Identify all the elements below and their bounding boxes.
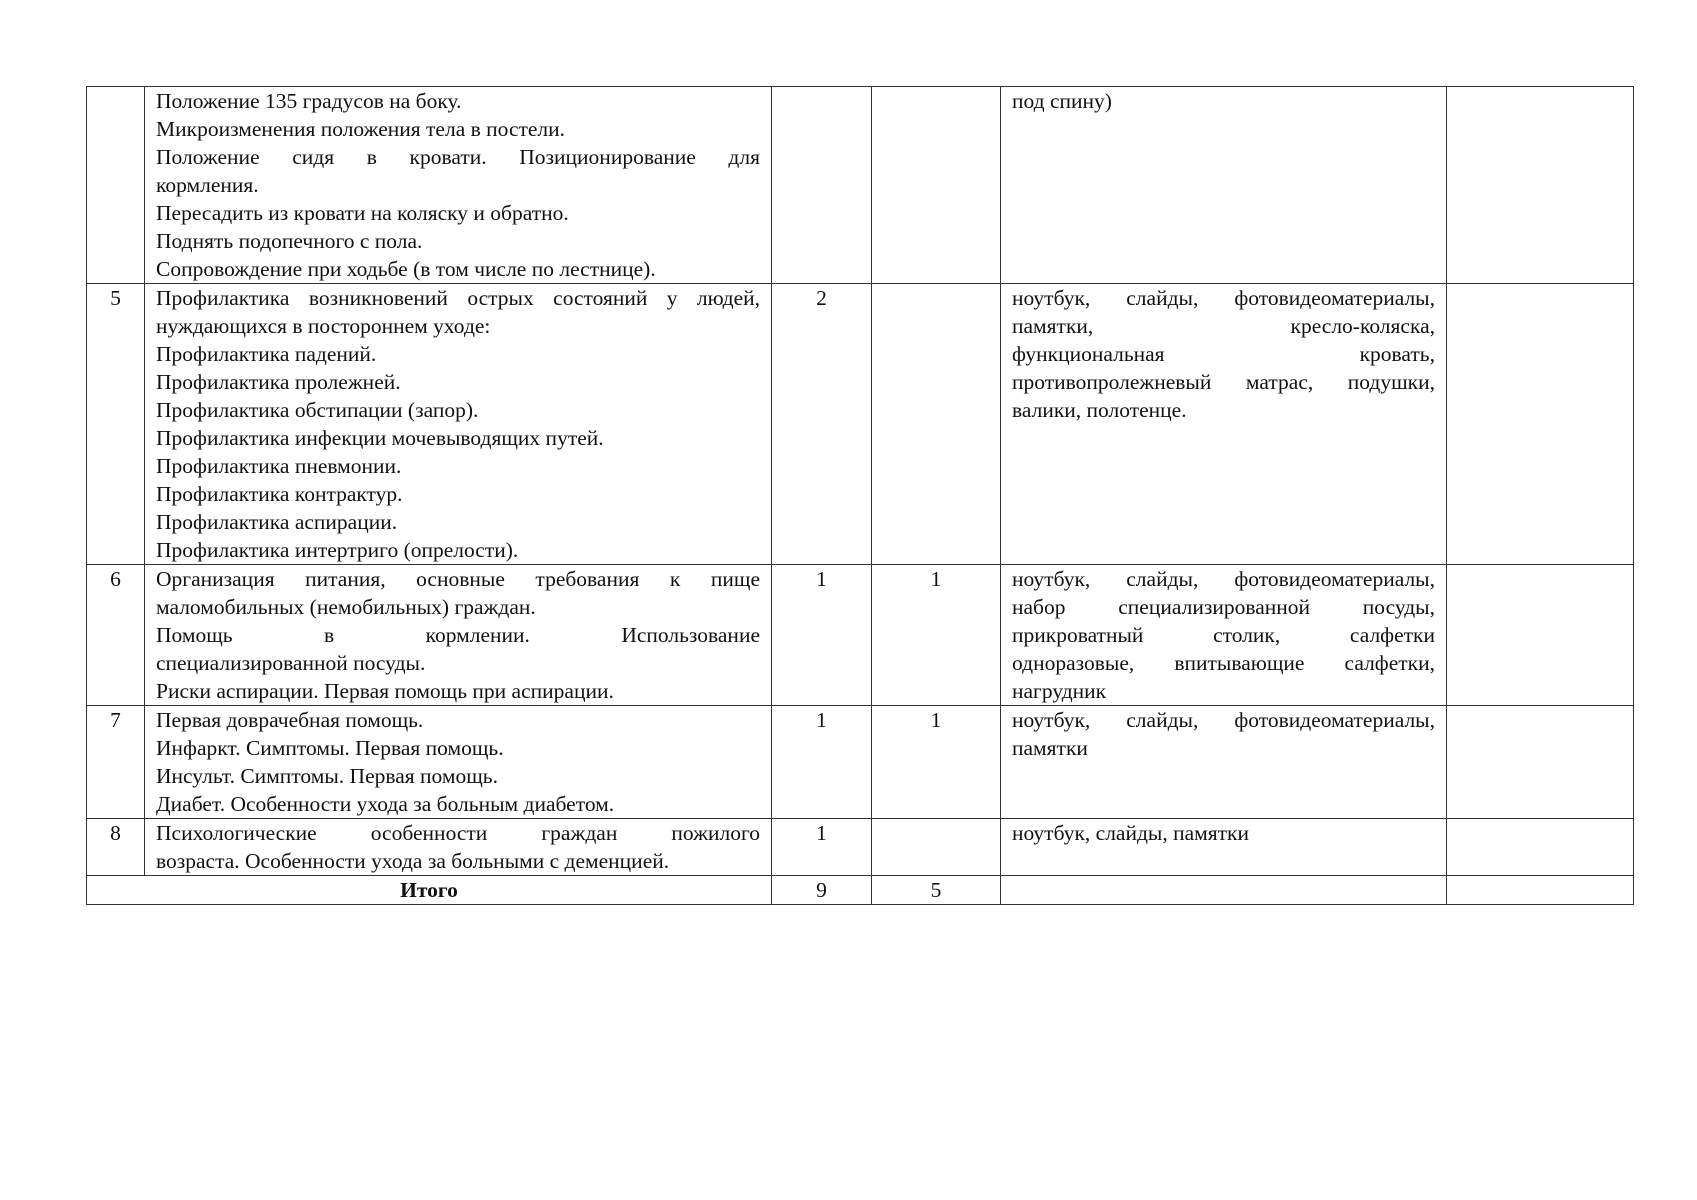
lecture-hours-cell: 1 bbox=[772, 819, 872, 876]
topic-line: Инсульт. Симптомы. Первая помощь. bbox=[156, 764, 498, 788]
topic-line: Профилактика контрактур. bbox=[156, 482, 403, 506]
total-practice-hours: 5 bbox=[872, 876, 1001, 905]
equipment-line: противопролежневый матрас, подушки, bbox=[1012, 370, 1435, 394]
equipment-line: памятки bbox=[1012, 736, 1088, 760]
equipment-line: ноутбук, слайды, фотовидеоматериалы, bbox=[1012, 708, 1435, 732]
practice-hours-cell: 1 bbox=[872, 565, 1001, 706]
topic-line: Профилактика обстипации (запор). bbox=[156, 398, 479, 422]
total-row bbox=[87, 876, 1634, 905]
total-lecture-hours: 9 bbox=[772, 876, 872, 905]
note-cell bbox=[1447, 284, 1634, 565]
row-number-cell: 8 bbox=[87, 819, 145, 876]
note-cell bbox=[1447, 706, 1634, 819]
topic-line: Помощь в кормлении. Использование bbox=[156, 623, 760, 647]
equipment-line: набор специализированной посуды, bbox=[1012, 595, 1435, 619]
table-row bbox=[87, 565, 1634, 706]
topic-cell bbox=[145, 284, 772, 565]
topic-line: маломобильных (немобильных) граждан. bbox=[156, 595, 536, 619]
topic-line: Сопровождение при ходьбе (в том числе по лестнице). bbox=[156, 257, 656, 281]
equipment-line: под спину) bbox=[1012, 89, 1112, 113]
topic-line: Организация питания, основные требования к пище bbox=[156, 567, 760, 591]
row-number-cell: 5 bbox=[87, 284, 145, 565]
note-cell bbox=[1447, 819, 1634, 876]
topic-line: Профилактика возникновений острых состояний у людей, bbox=[156, 286, 760, 310]
equipment-line: ноутбук, слайды, фотовидеоматериалы, bbox=[1012, 567, 1435, 591]
note-cell bbox=[1447, 87, 1634, 284]
topic-cell bbox=[145, 706, 772, 819]
equipment-line: нагрудник bbox=[1012, 679, 1107, 703]
topic-line: Профилактика аспирации. bbox=[156, 510, 398, 534]
practice-hours-cell: 1 bbox=[872, 706, 1001, 819]
topic-line: Профилактика падений. bbox=[156, 342, 377, 366]
equipment-cell bbox=[1001, 284, 1447, 565]
equipment-line: одноразовые, впитывающие салфетки, bbox=[1012, 651, 1435, 675]
table-body bbox=[87, 87, 1634, 905]
topic-line: Пересадить из кровати на коляску и обратно. bbox=[156, 201, 569, 225]
topic-line: Положение сидя в кровати. Позиционирование для bbox=[156, 145, 760, 169]
curriculum-table bbox=[86, 86, 1634, 905]
equipment-cell bbox=[1001, 706, 1447, 819]
equipment-cell bbox=[1001, 87, 1447, 284]
row-number-cell: 6 bbox=[87, 565, 145, 706]
lecture-hours-cell: 2 bbox=[772, 284, 872, 565]
topic-line: возраста. Особенности ухода за больными с деменцией. bbox=[156, 849, 670, 873]
topic-line: нуждающихся в постороннем уходе: bbox=[156, 314, 491, 338]
topic-line: Инфаркт. Симптомы. Первая помощь. bbox=[156, 736, 504, 760]
total-label: Итого bbox=[87, 876, 772, 905]
table-row bbox=[87, 706, 1634, 819]
table-row bbox=[87, 284, 1634, 565]
equipment-line: памятки, кресло-коляска, bbox=[1012, 314, 1435, 338]
total-equipment-cell bbox=[1001, 876, 1447, 905]
topic-line: Положение 135 градусов на боку. bbox=[156, 89, 462, 113]
table-row bbox=[87, 87, 1634, 284]
total-note-cell bbox=[1447, 876, 1634, 905]
topic-line: Психологические особенности граждан пожилого bbox=[156, 821, 760, 845]
row-number-cell bbox=[87, 87, 145, 284]
row-number-cell: 7 bbox=[87, 706, 145, 819]
lecture-hours-cell: 1 bbox=[772, 706, 872, 819]
equipment-line: валики, полотенце. bbox=[1012, 398, 1187, 422]
note-cell bbox=[1447, 565, 1634, 706]
topic-line: Диабет. Особенности ухода за больным диабетом. bbox=[156, 792, 615, 816]
equipment-line: прикроватный столик, салфетки bbox=[1012, 623, 1435, 647]
lecture-hours-cell bbox=[772, 87, 872, 284]
lecture-hours-cell: 1 bbox=[772, 565, 872, 706]
equipment-line: функциональная кровать, bbox=[1012, 342, 1435, 366]
topic-line: Микроизменения положения тела в постели. bbox=[156, 117, 566, 141]
practice-hours-cell bbox=[872, 87, 1001, 284]
topic-line: Профилактика интертриго (опрелости). bbox=[156, 538, 519, 562]
equipment-line: ноутбук, слайды, фотовидеоматериалы, bbox=[1012, 286, 1435, 310]
topic-line: Профилактика пролежней. bbox=[156, 370, 401, 394]
topic-cell bbox=[145, 565, 772, 706]
topic-line: Поднять подопечного с пола. bbox=[156, 229, 423, 253]
topic-line: Профилактика пневмонии. bbox=[156, 454, 402, 478]
topic-line: Первая доврачебная помощь. bbox=[156, 708, 424, 732]
practice-hours-cell bbox=[872, 819, 1001, 876]
equipment-cell bbox=[1001, 565, 1447, 706]
equipment-line: ноутбук, слайды, памятки bbox=[1012, 821, 1249, 845]
topic-cell bbox=[145, 819, 772, 876]
topic-line: Профилактика инфекции мочевыводящих путей. bbox=[156, 426, 604, 450]
topic-line: Риски аспирации. Первая помощь при аспирации. bbox=[156, 679, 614, 703]
table-row bbox=[87, 819, 1634, 876]
practice-hours-cell bbox=[872, 284, 1001, 565]
topic-cell bbox=[145, 87, 772, 284]
equipment-cell bbox=[1001, 819, 1447, 876]
topic-line: кормления. bbox=[156, 173, 259, 197]
topic-line: специализированной посуды. bbox=[156, 651, 426, 675]
